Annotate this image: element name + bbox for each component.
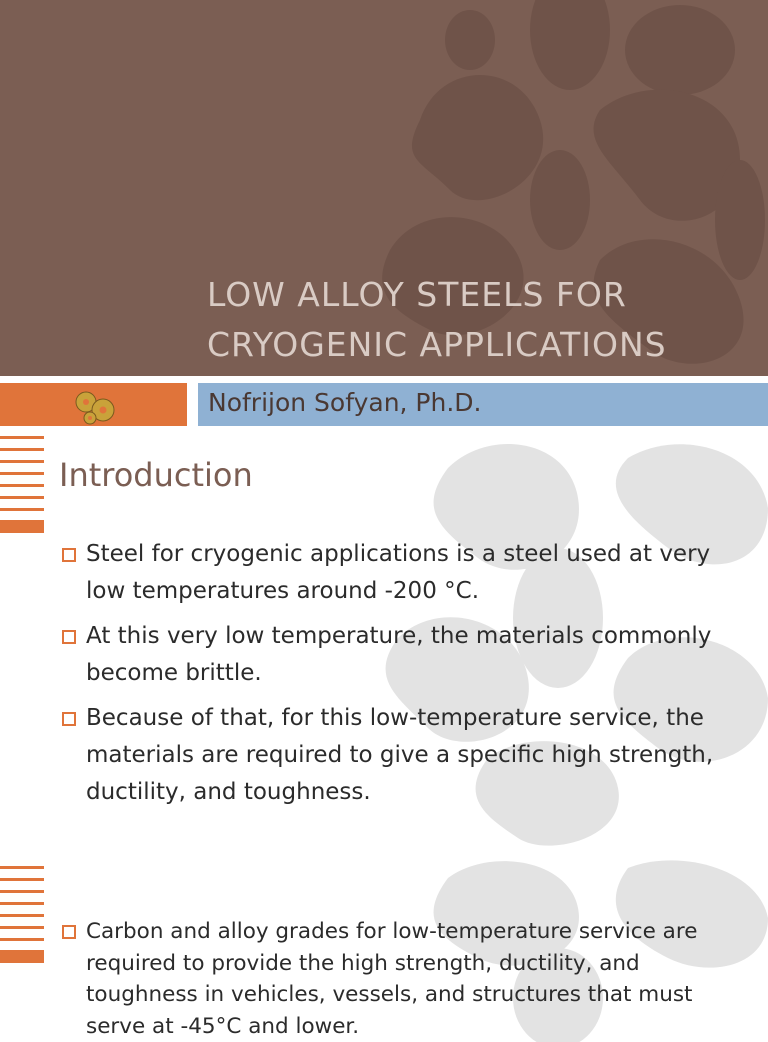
author-name: Nofrijon Sofyan, Ph.D.	[208, 388, 482, 417]
gears-icon	[70, 386, 120, 426]
decorative-stripes	[0, 436, 44, 533]
list-item	[62, 916, 742, 1042]
checkbox-bullet-icon	[62, 925, 76, 939]
bullet-text: Steel for cryogenic applications is a steel used at very low temperatures around -200 °C.	[86, 541, 711, 604]
decorative-stripes	[0, 866, 44, 963]
introduction-slide	[0, 428, 768, 858]
bullet-list	[62, 536, 722, 819]
bullet-list	[62, 916, 742, 1042]
list-item	[62, 536, 722, 610]
list-item	[62, 700, 722, 811]
checkbox-bullet-icon	[62, 630, 76, 644]
slide-heading: Introduction	[59, 456, 253, 494]
slide-title: LOW ALLOY STEELS FOR CRYOGENIC APPLICATIONS	[207, 275, 667, 364]
checkbox-bullet-icon	[62, 712, 76, 726]
bullet-text: At this very low temperature, the materials commonly become brittle.	[86, 623, 712, 686]
list-item	[62, 618, 722, 692]
title-slide	[0, 0, 768, 428]
continuation-slide	[0, 858, 768, 1039]
author-bar	[198, 383, 768, 426]
title-banner	[0, 0, 768, 376]
checkbox-bullet-icon	[62, 548, 76, 562]
bullet-text: Because of that, for this low-temperature service, the materials are required to give a specific high strength, ductility, and toughness.	[86, 705, 714, 805]
bullet-text: Carbon and alloy grades for low-temperature service are required to provide the high strength, ductility, and toughness in vehicles, vessels, and structures that must serve at -45°C and lower.	[86, 919, 698, 1039]
